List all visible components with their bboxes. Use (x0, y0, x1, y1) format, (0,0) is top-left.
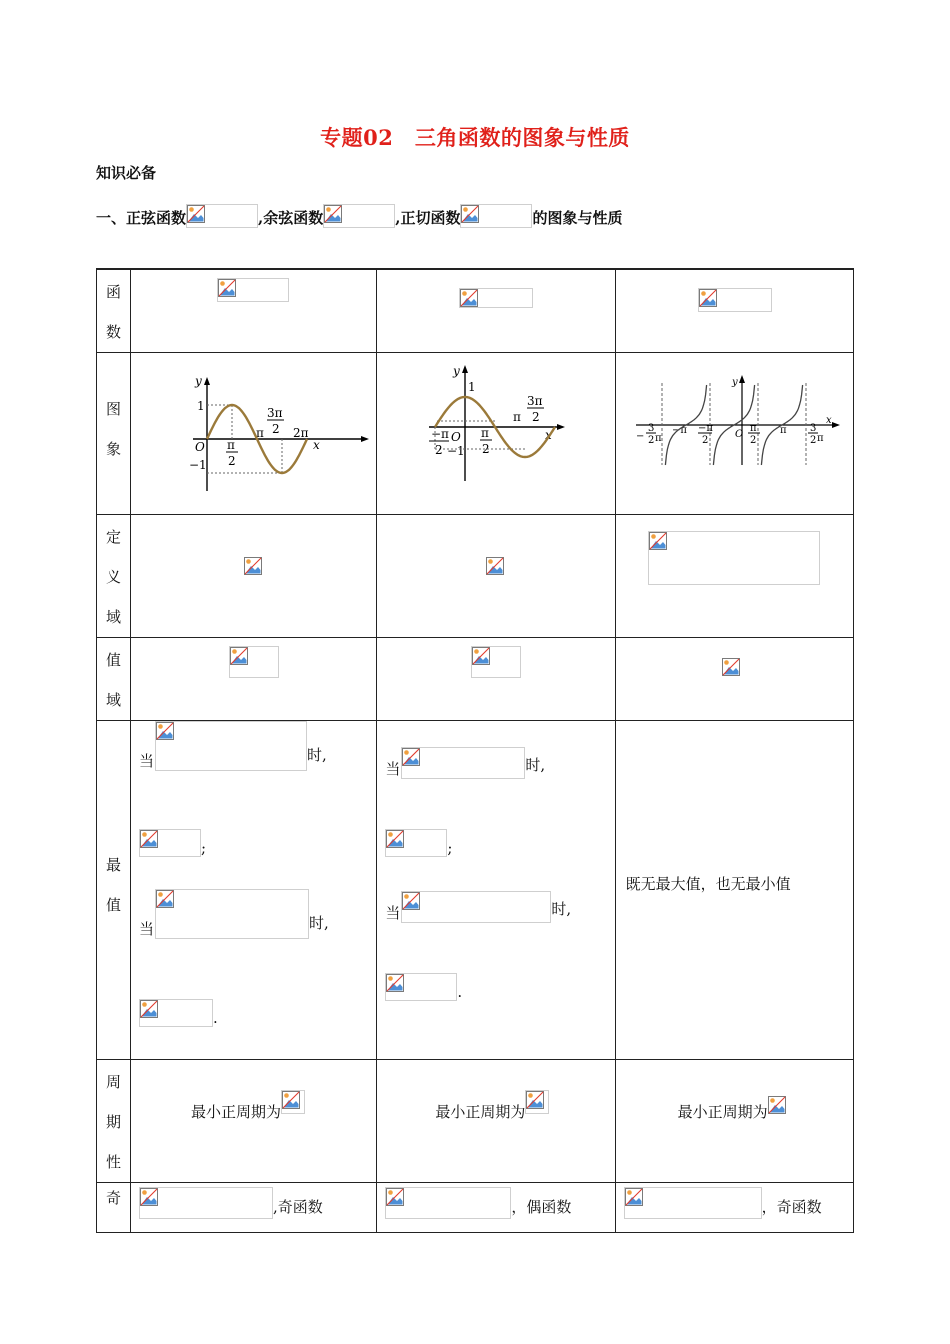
formula-image (459, 288, 533, 308)
cell-tan-graph (615, 353, 853, 515)
cell-sin-parity (131, 1183, 377, 1233)
svg-text:2: 2 (532, 410, 540, 424)
svg-text:y: y (195, 374, 202, 388)
tan-extrema-text: 既无最大值，也无最小值 (625, 875, 791, 893)
image-placeholder-icon (386, 830, 404, 848)
sin-period-line: 最小正周期为 (191, 1090, 305, 1124)
svg-text:3: 3 (647, 423, 655, 434)
svg-text:−π: −π (671, 425, 687, 436)
row-extrema (97, 721, 854, 1060)
svg-text:1: 1 (468, 380, 476, 394)
svg-text:−π: −π (697, 423, 713, 434)
cosine-graph (377, 353, 615, 515)
image-placeholder-icon (526, 1091, 544, 1109)
image-placeholder-icon (230, 647, 248, 665)
cell-cos-domain (377, 515, 615, 638)
cell-sin-domain (131, 515, 377, 638)
row-label-extrema: 最 值 (97, 721, 131, 1060)
intro-suffix: 的图象与性质 (532, 209, 623, 227)
formula-image (139, 999, 213, 1027)
svg-text:x: x (825, 415, 832, 426)
image-placeholder-icon (768, 1096, 786, 1114)
image-placeholder-icon (140, 830, 158, 848)
intro-line (96, 196, 623, 228)
svg-text:−1: −1 (447, 444, 466, 458)
formula-image (186, 204, 258, 228)
svg-text:π: π (654, 433, 662, 444)
image-placeholder-icon (156, 890, 174, 908)
formula-image (217, 278, 289, 302)
cell-sin-extrema (131, 721, 377, 1060)
cell-sin-range (131, 638, 377, 721)
sin-min-line: 当 时, (139, 889, 329, 939)
cell-sin-graph (131, 353, 377, 515)
formula-image (155, 889, 309, 939)
row-graph (97, 353, 854, 515)
image-placeholder-icon (625, 1188, 643, 1206)
row-label-graph: 图 象 (97, 353, 131, 515)
row-label-function: 函 数 (97, 269, 131, 353)
image-placeholder-icon (282, 1091, 300, 1109)
svg-text:π: π (816, 433, 824, 444)
svg-text:3π: 3π (527, 394, 543, 408)
image-placeholder-icon (402, 892, 420, 910)
image-placeholder-icon (187, 205, 205, 223)
svg-text:−1: −1 (189, 458, 207, 472)
formula-image (385, 973, 457, 1001)
page-title: 专题02 三角函数的图象与性质 (320, 125, 630, 150)
image-placeholder-icon (386, 974, 404, 992)
image-placeholder-icon (140, 1188, 158, 1206)
image-placeholder-icon (386, 1188, 404, 1206)
formula-image (139, 829, 201, 857)
sin-parity-line: ,奇函数 (139, 1185, 323, 1219)
sin-min-value: . (139, 997, 218, 1027)
formula-image (698, 288, 772, 312)
cell-cos-graph (377, 353, 615, 515)
svg-text:3: 3 (809, 423, 817, 434)
row-label-range: 值 域 (97, 638, 131, 721)
svg-text:2: 2 (701, 435, 709, 446)
formula-image (281, 1090, 305, 1114)
svg-text:2: 2 (482, 442, 490, 456)
image-placeholder-icon (140, 1000, 158, 1018)
svg-text:2: 2 (647, 435, 655, 446)
svg-text:π: π (256, 426, 264, 440)
svg-text:x: x (313, 438, 320, 452)
cos-max-value: ; (385, 829, 452, 857)
svg-text:O: O (195, 440, 205, 454)
sin-max-line: 当 时, (139, 721, 327, 771)
cell-tan-parity (615, 1183, 853, 1233)
cell-cos-function (377, 269, 615, 353)
svg-text:y: y (731, 377, 738, 388)
cell-cos-extrema (377, 721, 615, 1060)
intro-mid1: ,余弦函数 (258, 209, 324, 227)
formula-image (624, 1187, 762, 1219)
svg-text:−: − (635, 431, 645, 442)
row-label-period: 周 期 性 (97, 1060, 131, 1183)
row-label-domain: 定 义 域 (97, 515, 131, 638)
cos-min-value: . (385, 971, 462, 1001)
svg-text:2: 2 (228, 454, 236, 468)
formula-image (460, 204, 532, 228)
cos-period-line: 最小正周期为 (435, 1090, 549, 1124)
cell-cos-range (377, 638, 615, 721)
formula-image (471, 646, 521, 678)
cell-sin-period (131, 1060, 377, 1183)
image-placeholder-icon (472, 647, 490, 665)
svg-text:2: 2 (809, 435, 817, 446)
svg-text:π: π (749, 423, 757, 434)
cell-tan-period (615, 1060, 853, 1183)
row-period (97, 1060, 854, 1183)
image-placeholder-icon (156, 722, 174, 740)
row-label-parity: 奇 (97, 1183, 131, 1233)
formula-image (139, 1187, 273, 1219)
row-parity (97, 1183, 854, 1233)
svg-text:2: 2 (749, 435, 757, 446)
formula-image (244, 557, 264, 577)
cell-cos-parity (377, 1183, 615, 1233)
row-range (97, 638, 854, 721)
intro-mid2: ,正切函数 (395, 209, 461, 227)
svg-text:π: π (513, 410, 522, 424)
cos-min-line: 当 时, (385, 889, 571, 923)
image-placeholder-icon (244, 557, 262, 575)
image-placeholder-icon (324, 205, 342, 223)
svg-text:π: π (227, 438, 235, 452)
formula-image (648, 531, 820, 585)
formula-image (486, 557, 506, 577)
cos-max-line: 当 时, (385, 745, 545, 779)
image-placeholder-icon (649, 532, 667, 550)
formula-image (229, 646, 279, 678)
image-placeholder-icon (461, 205, 479, 223)
svg-text:1: 1 (197, 399, 205, 413)
svg-text:2π: 2π (293, 426, 309, 440)
cos-parity-line: ，偶函数 (385, 1185, 571, 1219)
formula-image (323, 204, 395, 228)
properties-table (96, 268, 854, 1233)
svg-text:−π: −π (431, 427, 450, 441)
row-function (97, 269, 854, 353)
image-placeholder-icon (486, 557, 504, 575)
formula-image (525, 1090, 549, 1114)
svg-text:O: O (451, 430, 462, 444)
svg-text:y: y (453, 364, 461, 378)
formula-image (155, 721, 307, 771)
svg-text:π: π (481, 426, 490, 440)
cell-tan-function (615, 269, 853, 353)
tan-parity-line: ，奇函数 (624, 1185, 822, 1219)
tan-period-line: 最小正周期为 (678, 1094, 786, 1124)
tangent-graph (616, 353, 854, 515)
svg-text:3π: 3π (267, 406, 283, 420)
sine-graph (131, 353, 377, 515)
formula-image (385, 1187, 511, 1219)
tangent-curves (665, 385, 802, 465)
cell-sin-function (131, 269, 377, 353)
formula-image (401, 891, 551, 923)
formula-image (385, 829, 447, 857)
cell-tan-range (615, 638, 853, 721)
svg-text:2: 2 (435, 443, 443, 457)
image-placeholder-icon (460, 289, 478, 307)
cell-tan-domain (615, 515, 853, 638)
row-domain (97, 515, 854, 638)
svg-text:x: x (545, 428, 553, 442)
formula-image (722, 658, 742, 678)
intro-prefix: 一、正弦函数 (96, 209, 187, 227)
image-placeholder-icon (218, 279, 236, 297)
image-placeholder-icon (699, 289, 717, 307)
section-subtitle: 知识必备 (96, 164, 157, 182)
image-placeholder-icon (402, 748, 420, 766)
formula-image (768, 1096, 786, 1114)
cell-cos-period (377, 1060, 615, 1183)
cell-tan-extrema (615, 721, 853, 1060)
image-placeholder-icon (722, 658, 740, 676)
svg-text:O: O (734, 429, 743, 440)
svg-text:π: π (779, 425, 787, 436)
formula-image (401, 747, 525, 779)
sin-max-value: ; (139, 829, 206, 857)
svg-text:2: 2 (272, 422, 280, 436)
